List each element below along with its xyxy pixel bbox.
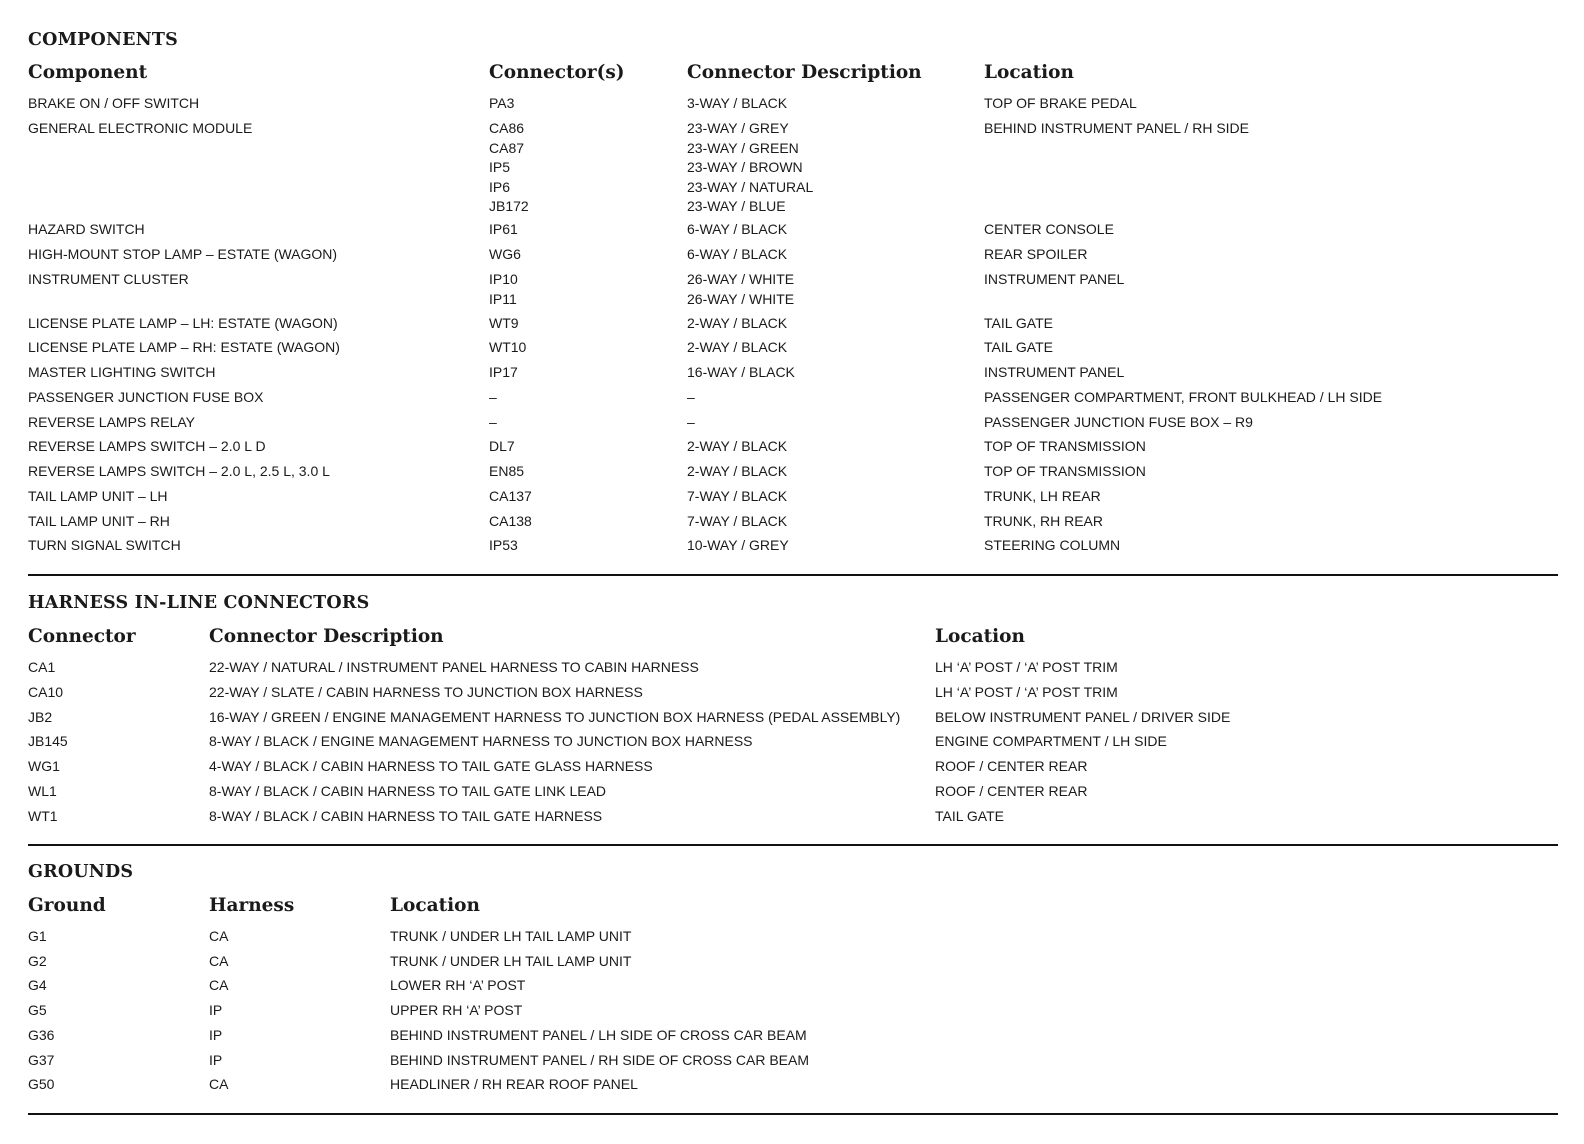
- ground-id: G36: [28, 1027, 55, 1043]
- component-name: REVERSE LAMPS SWITCH – 2.0 L D: [28, 438, 266, 454]
- connector-id-line: IP53: [489, 537, 518, 553]
- component-location: INSTRUMENT PANEL: [984, 271, 1125, 287]
- grounds-section-title: GROUNDS: [28, 862, 134, 882]
- connector-id: [489, 388, 497, 408]
- ground-id: G2: [28, 953, 47, 969]
- component-location: CENTER CONSOLE: [984, 221, 1114, 237]
- harness-connector-id: WL1: [28, 783, 57, 799]
- connector-description-line: 16-WAY / BLACK: [687, 364, 795, 380]
- connector-description-line: 7-WAY / BLACK: [687, 513, 788, 529]
- connector-description: [687, 94, 787, 114]
- component-name: LICENSE PLATE LAMP – RH: ESTATE (WAGON): [28, 339, 340, 355]
- component-name: GENERAL ELECTRONIC MODULE: [28, 120, 253, 136]
- connector-id-line: –: [489, 389, 497, 405]
- connector-description: [687, 270, 794, 309]
- connector-id: [489, 119, 529, 217]
- connector-id: [489, 437, 515, 457]
- harness-location: ROOF / CENTER REAR: [935, 783, 1088, 799]
- component-location: STEERING COLUMN: [984, 537, 1121, 553]
- connector-description-line: 23-WAY / NATURAL: [687, 178, 814, 195]
- ground-location: TRUNK / UNDER LH TAIL LAMP UNIT: [390, 928, 632, 944]
- ground-harness: CA: [209, 928, 229, 944]
- component-name: REVERSE LAMPS RELAY: [28, 414, 196, 430]
- component-name: HIGH-MOUNT STOP LAMP – ESTATE (WAGON): [28, 246, 338, 262]
- connector-id-line: WG6: [489, 246, 521, 262]
- connector-id-line: CA138: [489, 513, 532, 529]
- harness-location: LH ‘A’ POST / ‘A’ POST TRIM: [935, 684, 1118, 700]
- component-location: TOP OF BRAKE PEDAL: [984, 95, 1137, 111]
- connector-description: [687, 462, 787, 482]
- connector-id-line: IP10: [489, 271, 518, 287]
- connector-id-line: JB172: [489, 198, 529, 214]
- component-location: INSTRUMENT PANEL: [984, 364, 1125, 380]
- section-divider: [28, 844, 1558, 846]
- ground-location: BEHIND INSTRUMENT PANEL / LH SIDE OF CROSS CAR BEAM: [390, 1027, 807, 1043]
- components-header-component: Component: [28, 62, 148, 83]
- harness-description: 22-WAY / SLATE / CABIN HARNESS TO JUNCTION BOX HARNESS: [209, 684, 643, 700]
- components-header-location: Location: [984, 62, 1074, 83]
- harness-description: 4-WAY / BLACK / CABIN HARNESS TO TAIL GATE GLASS HARNESS: [209, 758, 653, 774]
- connector-description-line: 2-WAY / BLACK: [687, 315, 788, 331]
- harness-location: BELOW INSTRUMENT PANEL / DRIVER SIDE: [935, 709, 1231, 725]
- connector-id: [489, 314, 519, 334]
- connector-id-line: IP11: [489, 290, 517, 307]
- connector-id-line: IP5: [489, 159, 511, 175]
- component-name: LICENSE PLATE LAMP – LH: ESTATE (WAGON): [28, 315, 338, 331]
- connector-id: [489, 536, 518, 556]
- harness-connector-id: CA10: [28, 684, 64, 700]
- harness-location: TAIL GATE: [935, 808, 1004, 824]
- component-name: TAIL LAMP UNIT – LH: [28, 488, 168, 504]
- connector-id: [489, 220, 518, 240]
- connector-id-line: CA137: [489, 488, 532, 504]
- connector-description: [687, 245, 787, 265]
- connector-id: [489, 512, 532, 532]
- connector-id: [489, 413, 497, 433]
- harness-header-connector: Connector: [28, 626, 136, 647]
- component-name: PASSENGER JUNCTION FUSE BOX: [28, 389, 264, 405]
- harness-description: 16-WAY / GREEN / ENGINE MANAGEMENT HARNESS TO JUNCTION BOX HARNESS (PEDAL ASSEMBLY): [209, 709, 901, 725]
- connector-description-line: 7-WAY / BLACK: [687, 488, 788, 504]
- ground-harness: CA: [209, 1076, 229, 1092]
- component-location: PASSENGER COMPARTMENT, FRONT BULKHEAD / LH SIDE: [984, 389, 1383, 405]
- connector-id: [489, 487, 532, 507]
- connector-description-line: 23-WAY / BLUE: [687, 198, 786, 214]
- connector-description-line: –: [687, 414, 695, 430]
- component-location: TOP OF TRANSMISSION: [984, 463, 1146, 479]
- ground-id: G50: [28, 1076, 55, 1092]
- component-location: TOP OF TRANSMISSION: [984, 438, 1146, 454]
- connector-id-line: WT9: [489, 315, 519, 331]
- connector-id-line: IP17: [489, 364, 518, 380]
- connector-description: [687, 413, 695, 433]
- grounds-header-location: Location: [390, 895, 480, 916]
- connector-description-line: –: [687, 389, 695, 405]
- connector-description-line: 2-WAY / BLACK: [687, 339, 788, 355]
- harness-connector-id: JB145: [28, 733, 68, 749]
- ground-harness: CA: [209, 977, 229, 993]
- connector-description-line: 26-WAY / WHITE: [687, 290, 795, 307]
- ground-location: UPPER RH ‘A’ POST: [390, 1002, 523, 1018]
- connector-id-line: WT10: [489, 339, 527, 355]
- harness-location: ENGINE COMPARTMENT / LH SIDE: [935, 733, 1167, 749]
- section-divider: [28, 574, 1558, 576]
- component-location: BEHIND INSTRUMENT PANEL / RH SIDE: [984, 120, 1250, 136]
- component-name: REVERSE LAMPS SWITCH – 2.0 L, 2.5 L, 3.0 L: [28, 463, 330, 479]
- connector-description-line: 23-WAY / GREY: [687, 120, 789, 136]
- connector-id: [489, 94, 514, 114]
- connector-description-line: 6-WAY / BLACK: [687, 246, 788, 262]
- ground-location: TRUNK / UNDER LH TAIL LAMP UNIT: [390, 953, 632, 969]
- connector-id: [489, 363, 518, 383]
- connector-description: [687, 220, 787, 240]
- connector-id: [489, 270, 518, 309]
- harness-connector-id: JB2: [28, 709, 53, 725]
- connector-id: [489, 462, 524, 482]
- ground-location: LOWER RH ‘A’ POST: [390, 977, 526, 993]
- component-location: TRUNK, LH REAR: [984, 488, 1101, 504]
- connector-description-line: 26-WAY / WHITE: [687, 271, 795, 287]
- harness-description: 8-WAY / BLACK / CABIN HARNESS TO TAIL GATE LINK LEAD: [209, 783, 607, 799]
- connector-id-line: –: [489, 414, 497, 430]
- components-header-connectors: Connector(s): [489, 62, 625, 83]
- harness-description: 8-WAY / BLACK / CABIN HARNESS TO TAIL GATE HARNESS: [209, 808, 603, 824]
- connector-description: [687, 363, 795, 383]
- harness-location: LH ‘A’ POST / ‘A’ POST TRIM: [935, 659, 1118, 675]
- component-name: BRAKE ON / OFF SWITCH: [28, 95, 200, 111]
- grounds-header-ground: Ground: [28, 895, 106, 916]
- connector-id-line: CA87: [489, 139, 525, 156]
- connector-description: [687, 536, 789, 556]
- component-location: TRUNK, RH REAR: [984, 513, 1104, 529]
- connector-id-line: PA3: [489, 95, 515, 111]
- connector-description-line: 10-WAY / GREY: [687, 537, 789, 553]
- connector-description: [687, 338, 787, 358]
- components-header-description: Connector Description: [687, 62, 922, 83]
- component-name: MASTER LIGHTING SWITCH: [28, 364, 216, 380]
- connector-description-line: 6-WAY / BLACK: [687, 221, 788, 237]
- connector-description: [687, 314, 787, 334]
- connector-id: [489, 245, 521, 265]
- connector-id: [489, 338, 526, 358]
- component-name: HAZARD SWITCH: [28, 221, 145, 237]
- connector-description: [687, 437, 787, 457]
- ground-id: G37: [28, 1052, 55, 1068]
- harness-header-location: Location: [935, 626, 1025, 647]
- ground-harness: CA: [209, 953, 229, 969]
- harness-connector-id: CA1: [28, 659, 56, 675]
- connector-id-line: DL7: [489, 438, 515, 454]
- connector-description-line: 2-WAY / BLACK: [687, 463, 788, 479]
- connector-description: [687, 119, 813, 217]
- harness-connector-id: WG1: [28, 758, 60, 774]
- harness-section-title: HARNESS IN-LINE CONNECTORS: [28, 593, 370, 613]
- component-name: TAIL LAMP UNIT – RH: [28, 513, 170, 529]
- harness-description: 8-WAY / BLACK / ENGINE MANAGEMENT HARNESS TO JUNCTION BOX HARNESS: [209, 733, 753, 749]
- ground-harness: IP: [209, 1027, 223, 1043]
- ground-location: BEHIND INSTRUMENT PANEL / RH SIDE OF CROSS CAR BEAM: [390, 1052, 810, 1068]
- connector-description: [687, 487, 787, 507]
- connector-description-line: 3-WAY / BLACK: [687, 95, 788, 111]
- component-location: REAR SPOILER: [984, 246, 1088, 262]
- connector-id-line: CA86: [489, 120, 525, 136]
- component-location: PASSENGER JUNCTION FUSE BOX – R9: [984, 414, 1253, 430]
- connector-description-line: 23-WAY / BROWN: [687, 159, 803, 175]
- connector-description-line: 23-WAY / GREEN: [687, 139, 799, 156]
- ground-id: G1: [28, 928, 47, 944]
- ground-harness: IP: [209, 1002, 223, 1018]
- connector-description: [687, 388, 695, 408]
- component-name: TURN SIGNAL SWITCH: [28, 537, 181, 553]
- harness-description: 22-WAY / NATURAL / INSTRUMENT PANEL HARNESS TO CABIN HARNESS: [209, 659, 699, 675]
- connector-id-line: IP6: [489, 178, 511, 195]
- section-divider: [28, 1113, 1558, 1115]
- grounds-header-harness: Harness: [209, 895, 295, 916]
- connector-description: [687, 512, 787, 532]
- harness-header-description: Connector Description: [209, 626, 444, 647]
- components-section-title: COMPONENTS: [28, 30, 178, 50]
- ground-location: HEADLINER / RH REAR ROOF PANEL: [390, 1076, 638, 1092]
- ground-harness: IP: [209, 1052, 223, 1068]
- component-name: INSTRUMENT CLUSTER: [28, 271, 189, 287]
- ground-id: G5: [28, 1002, 47, 1018]
- component-location: TAIL GATE: [984, 315, 1053, 331]
- connector-description-line: 2-WAY / BLACK: [687, 438, 788, 454]
- harness-connector-id: WT1: [28, 808, 58, 824]
- ground-id: G4: [28, 977, 47, 993]
- harness-location: ROOF / CENTER REAR: [935, 758, 1088, 774]
- connector-id-line: IP61: [489, 221, 518, 237]
- connector-id-line: EN85: [489, 463, 525, 479]
- component-location: TAIL GATE: [984, 339, 1053, 355]
